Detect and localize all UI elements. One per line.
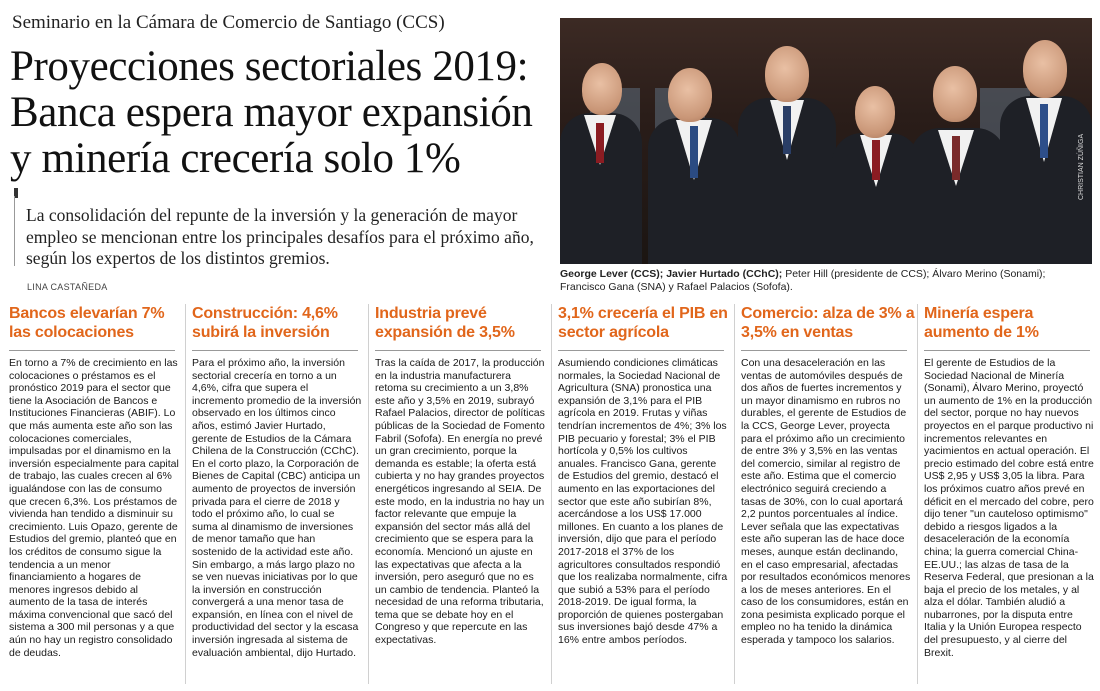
article-headline	[10, 44, 555, 182]
column-rule	[368, 304, 369, 684]
column-rule	[917, 304, 918, 684]
column-title: Minería espera aumento de 1%	[924, 305, 1039, 341]
sector-column-industria	[375, 304, 549, 647]
headline-line: Banca espera mayor expansión	[10, 89, 533, 136]
column-divider	[558, 350, 724, 351]
column-body: El gerente de Estudios de la Sociedad Nacional de Minería (Sonami), Álvaro Merino, proyectó un aumento de 1% en la producción del sector, porque no hay nuevos proyectos en el parque productivo ni incrementos relevantes en yacimientos en actual operación. El precio estimado del cobre está entre US$ 2,95 y US$ 3,05 la libra. Para los próximos cuatro años prevé en déficit en el mercado del cobre, pero dijo tener "un cauteloso optimismo" debido a riesgos ligados a la desaceleración de la economía china; la guerra comercial China-EE.UU.; las alzas de tasa de la Reserva Federal, que presionan a la baja el precio de los metales, y al alza el dólar. También aludió a nubarrones, por la disputa entre Italia y la Unión Europea respecto del presupuesto, y al cierre del Brexit.	[924, 357, 1094, 659]
sector-column-agricola	[558, 304, 732, 647]
column-title: Bancos elevarían 7% las colocaciones	[9, 305, 165, 341]
photo-caption	[560, 268, 1090, 294]
sector-column-banca	[9, 304, 183, 659]
column-body: Asumiendo condiciones climáticas normales, la Sociedad Nacional de Agricultura (SNA) pronostica una expansión de 3,1% para el PIB agrícola en 2019. Frutas y viñas tendrían incrementos de 4%; 3% los PIB pecuario y forestal; 3% el PIB hortícola y 0,5% los cultivos anuales. Francisco Gana, gerente de Estudios del gremio, destacó el aumento en las exportaciones del sector que este año subirían 8%, acercándose a los US$ 17.000 millones. En cuanto a los planes de inversión, dijo que para el período 2017-2018 el 37% de los agricultores consultados respondió que los realizaba normalmente, cifra que subió a 53% para el período 2018-2019. De igual forma, la proporción de quienes postergaban sus inversiones bajó desde 47% a 16% entre ambos períodos.	[558, 357, 728, 647]
column-title: Construcción: 4,6% subirá la inversión	[192, 305, 338, 341]
column-title: Industria prevé expansión de 3,5%	[375, 305, 515, 341]
column-divider	[192, 350, 358, 351]
column-title: 3,1% crecería el PIB en sector agrícola	[558, 305, 728, 341]
article-kicker: Seminario en la Cámara de Comercio de Santiago (CCS)	[12, 12, 445, 33]
photo-credit: CHRISTIAN ZÚÑIGA	[1078, 133, 1085, 200]
column-body: En torno a 7% de crecimiento en las colocaciones o préstamos es el pronóstico 2019 para el sector que tiene la Asociación de Bancos e Instituciones Financieras (ABIF). Lo que más aumenta este año son las colocaciones comerciales, impulsadas por el dinamismo en la inversión especialmente para capital de trabajo, las cuales crecen al 6% igualándose con las de consumo que crecen 6,3%. Los préstamos de vivienda han tendido a disminuir su crecimiento. Luis Opazo, gerente de Estudios del gremio, planteó que en los créditos de consumo sigue la tendencia a un menor financiamiento a hogares de menores ingresos debido al aumento de la tasa de interés máxima convencional que sacó del sistema a 300 mil personas y a que aún no hay un registro consolidado de deudas.	[9, 357, 179, 659]
column-divider	[741, 350, 907, 351]
sector-columns	[9, 304, 1094, 689]
article-deck: La consolidación del repunte de la inversión y la generación de mayor empleo se mencionan entre los principales desafíos para el próximo año, según los expertos de los distintos gremios.	[26, 205, 534, 268]
column-rule	[185, 304, 186, 684]
caption-names-rest: Peter Hill (presidente de CCS); Álvaro Merino (Sonami); Francisco Gana (SNA) y Rafael Palacios (Sofofa).	[560, 268, 1046, 293]
column-rule	[734, 304, 735, 684]
column-divider	[924, 350, 1090, 351]
column-divider	[375, 350, 541, 351]
sector-column-mineria	[924, 304, 1098, 659]
byline: LINA CASTAÑEDA	[27, 282, 108, 292]
column-body: Con una desaceleración en las ventas de automóviles después de dos años de fuertes incrementos y un mayor dinamismo en rubros no durables, el gerente de Estudios de la CCS, George Lever, proyecta para el próximo año un crecimiento de entre 3% y 3,5% en las ventas del comercio, similar al registro de este año. Estima que el comercio electrónico seguirá creciendo a tasas de 30%, con lo cual aportará 2,2 puntos porcentuales al índice. Lever señala que las expectativas este año superan las de hace doce meses, aunque están declinando, en el caso empresarial, afectadas por resultados económicos menores a los de meses anteriores. En el caso de los consumidores, están en zona pesimista explicado porque el empleo no ha tenido la dinámica esperada y tampoco los salarios.	[741, 357, 911, 647]
sector-column-construccion	[192, 304, 366, 659]
sector-column-comercio	[741, 304, 915, 647]
group-photo	[560, 18, 1092, 264]
column-divider	[9, 350, 175, 351]
deck-rule	[14, 196, 15, 266]
caption-names: George Lever (CCS); Javier Hurtado (CChC);	[560, 268, 783, 280]
column-rule	[551, 304, 552, 684]
headline-line: Proyecciones sectoriales 2019:	[10, 43, 529, 90]
column-body: Tras la caída de 2017, la producción en la industria manufacturera retoma su crecimiento a un 3,8% este año y 3,5% en 2019, subrayó Rafael Palacios, director de políticas públicas de la Sociedad de Fomento Fabril (Sofofa). En energía no prevé un gran crecimiento, porque la demanda es estable; la oferta está cubierta y no hay grandes proyectos energéticos ingresando al SEIA. De este modo, en la industria no hay un factor relevante que empuje la expansión del sector más allá del crecimiento que se espera para la economía. Mencionó un ajuste en las expectativas que afecta a la inversión, pero aseguró que no es un cambio de tendencia. Planteó la necesidad de una reforma tributaria, tema que se debate hoy en el Congreso y que repercute en las expectativas.	[375, 357, 545, 647]
column-title: Comercio: alza de 3% a 3,5% en ventas	[741, 305, 915, 341]
column-body: Para el próximo año, la inversión sectorial crecería en torno a un 4,6%, cifra que supera el incremento promedio de la inversión observado en los últimos cinco años, estimó Javier Hurtado, gerente de Estudios de la Cámara Chilena de la Construcción (CChC). En el corto plazo, la Corporación de Bienes de Capital (CBC) anticipa un aumento de proyectos de inversión privada para el cierre de 2018 y todo el próximo año, lo cual se suma al dinamismo de inversiones de menor tamaño que han sostenido de la actividad este año. Sin embargo, a más largo plazo no se ven nuevas iniciativas por lo que la inversión en construcción convergerá a una menor tasa de expansión, en línea con el nivel de productividad del sector y la escasa inversión ingresada al sistema de evaluación ambiental, dijo Hurtado.	[192, 357, 362, 659]
headline-line: y minería crecería solo 1%	[10, 135, 461, 182]
